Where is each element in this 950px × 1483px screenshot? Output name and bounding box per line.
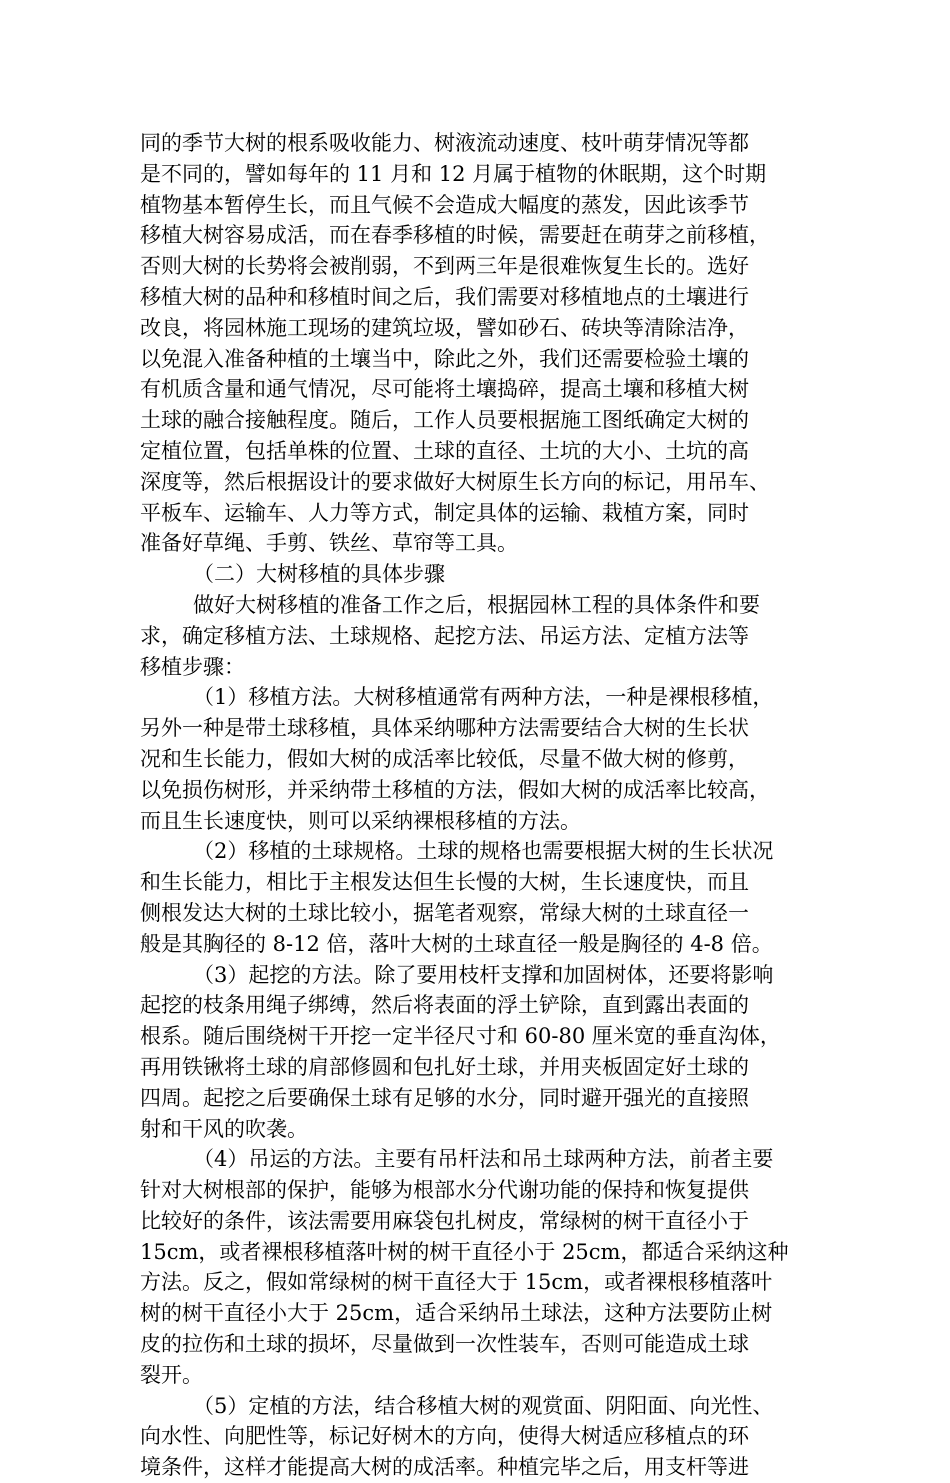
text-line: 植物基本暂停生长，而且气候不会造成大幅度的蒸发，因此该季节 (140, 192, 749, 217)
text-line: 求，确定移植方法、土球规格、起挖方法、吊运方法、定植方法等 (140, 623, 749, 648)
text-line: 况和生长能力，假如大树的成活率比较低，尽量不做大树的修剪， (140, 746, 749, 771)
text-line: 方法。反之，假如常绿树的树干直径大于 15cm，或者裸根移植落叶 (140, 1270, 773, 1295)
text-line: 定植位置，包括单株的位置、土球的直径、土坑的大小、土坑的高 (140, 438, 749, 463)
text-line: 准备好草绳、手剪、铁丝、草帘等工具。 (140, 531, 518, 556)
text-line: 移植大树的品种和移植时间之后，我们需要对移植地点的土壤进行 (140, 284, 749, 309)
text-line: 根系。随后围绕树干开挖一定半径尺寸和 60-80 厘米宽的垂直沟体， (140, 1024, 781, 1049)
text-line: 深度等，然后根据设计的要求做好大树原生长方向的标记，用吊车、 (140, 469, 770, 494)
text-line: （2）移植的土球规格。土球的规格也需要根据大树的生长状况 (193, 839, 774, 864)
text-line: 否则大树的长势将会被削弱，不到两三年是很难恢复生长的。选好 (140, 254, 749, 279)
text-line: 做好大树移植的准备工作之后，根据园林工程的具体条件和要 (193, 592, 760, 617)
text-line: 以免损伤树形，并采纳带土移植的方法，假如大树的成活率比较高， (140, 777, 770, 802)
text-line: 而且生长速度快，则可以采纳裸根移植的方法。 (140, 808, 581, 833)
text-line: （4）吊运的方法。主要有吊杆法和吊土球两种方法，前者主要 (193, 1147, 774, 1172)
document-body (140, 128, 810, 1483)
text-line: 再用铁锹将土球的肩部修圆和包扎好土球，并用夹板固定好土球的 (140, 1054, 749, 1079)
text-line: 四周。起挖之后要确保土球有足够的水分，同时避开强光的直接照 (140, 1085, 749, 1110)
text-line: 射和干风的吹袭。 (140, 1116, 308, 1141)
text-line: 和生长能力，相比于主根发达但生长慢的大树，生长速度快，而且 (140, 870, 749, 895)
text-line: 裂开。 (140, 1362, 203, 1387)
text-line: 15cm，或者裸根移植落叶树的树干直径小于 25cm，都适合采纳这种 (140, 1239, 789, 1264)
text-line: 境条件，这样才能提高大树的成活率。种植完毕之后，用支杆等进 (140, 1455, 749, 1480)
text-line: （5）定植的方法，结合移植大树的观赏面、阴阳面、向光性、 (193, 1393, 774, 1418)
text-line: 起挖的枝条用绳子绑缚，然后将表面的浮土铲除，直到露出表面的 (140, 993, 749, 1018)
text-line: 移植大树容易成活，而在春季移植的时候，需要赶在萌芽之前移植， (140, 223, 770, 248)
text-line: 土球的融合接触程度。随后，工作人员要根据施工图纸确定大树的 (140, 408, 749, 433)
text-line: 皮的拉伤和土球的损坏，尽量做到一次性装车，否则可能造成土球 (140, 1332, 749, 1357)
text-line: 树的树干直径小大于 25cm，适合采纳吊土球法，这种方法要防止树 (140, 1301, 773, 1326)
text-line: （1）移植方法。大树移植通常有两种方法，一种是裸根移植， (193, 685, 774, 710)
text-line: 侧根发达大树的土球比较小，据笔者观察，常绿大树的土球直径一 (140, 900, 749, 925)
text-line: 移植步骤： (140, 654, 245, 679)
text-line: 针对大树根部的保护，能够为根部水分代谢功能的保持和恢复提供 (140, 1178, 749, 1203)
text-line: （3）起挖的方法。除了要用枝杆支撑和加固树体，还要将影响 (193, 962, 774, 987)
text-line: 向水性、向肥性等，标记好树木的方向，使得大树适应移植点的环 (140, 1424, 749, 1449)
text-line: 另外一种是带土球移植，具体采纳哪种方法需要结合大树的生长状 (140, 716, 749, 741)
text-line: 比较好的条件，该法需要用麻袋包扎树皮，常绿树的树干直径小于 (140, 1208, 749, 1233)
text-line: 平板车、运输车、人力等方式，制定具体的运输、栽植方案，同时 (140, 500, 749, 525)
text-line: 般是其胸径的 8-12 倍，落叶大树的土球直径一般是胸径的 4-8 倍。 (140, 931, 773, 956)
text-line: 是不同的，譬如每年的 11 月和 12 月属于植物的休眠期，这个时期 (140, 161, 767, 186)
text-line: 改良，将园林施工现场的建筑垃圾，譬如砂石、砖块等清除洁净， (140, 315, 749, 340)
text-line: 同的季节大树的根系吸收能力、树液流动速度、枝叶萌芽情况等都 (140, 131, 749, 155)
text-line: 有机质含量和通气情况，尽可能将土壤捣碎，提高土壤和移植大树 (140, 377, 749, 402)
text-line: 以免混入准备种植的土壤当中，除此之外，我们还需要检验土壤的 (140, 346, 749, 371)
text-line: （二）大树移植的具体步骤 (193, 562, 445, 587)
